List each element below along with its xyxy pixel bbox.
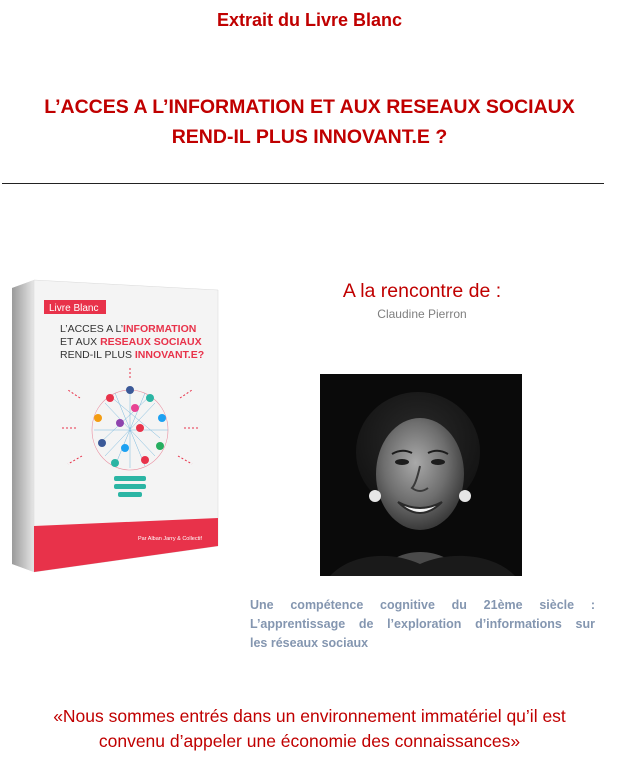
- book-title-line-2: ET AUX RESEAUX SOCIAUX: [60, 336, 202, 348]
- title-line-1: L’ACCES A L’INFORMATION ET AUX RESEAUX SOCIAUX: [44, 96, 575, 118]
- portrait-photo: [320, 374, 522, 576]
- meeting-heading: A la rencontre de :: [342, 280, 502, 302]
- book-author: Par Alban Jarry & Collectif: [138, 536, 202, 542]
- caption-line-2: L’apprentissage de l’exploration d’informations sur: [250, 617, 595, 631]
- person-name: Claudine Pierron: [377, 307, 467, 321]
- title-line-2: REND-IL PLUS INNOVANT.E ?: [171, 126, 448, 148]
- book-cover-image: [10, 278, 220, 574]
- book-footer-band: [34, 518, 218, 572]
- page-title: [0, 92, 619, 152]
- quote-line-1: «Nous sommes entrés dans un environnement immatériel qu’il est: [53, 706, 566, 726]
- divider: [2, 183, 604, 184]
- book-title-line-1: L’ACCES A L’INFORMATION: [60, 323, 197, 335]
- caption-line-3: les réseaux sociaux: [250, 636, 369, 650]
- extract-label: Extrait du Livre Blanc: [216, 10, 403, 30]
- photo-caption: [250, 596, 595, 653]
- quote: [0, 704, 619, 754]
- book-tag: Livre Blanc: [49, 303, 99, 314]
- caption-line-1: Une compétence cognitive du 21ème siècle :: [250, 598, 595, 612]
- book-title-line-3: REND-IL PLUS INNOVANT.E?: [60, 349, 205, 361]
- quote-line-2: convenu d’appeler une économie des connaissances»: [98, 731, 521, 751]
